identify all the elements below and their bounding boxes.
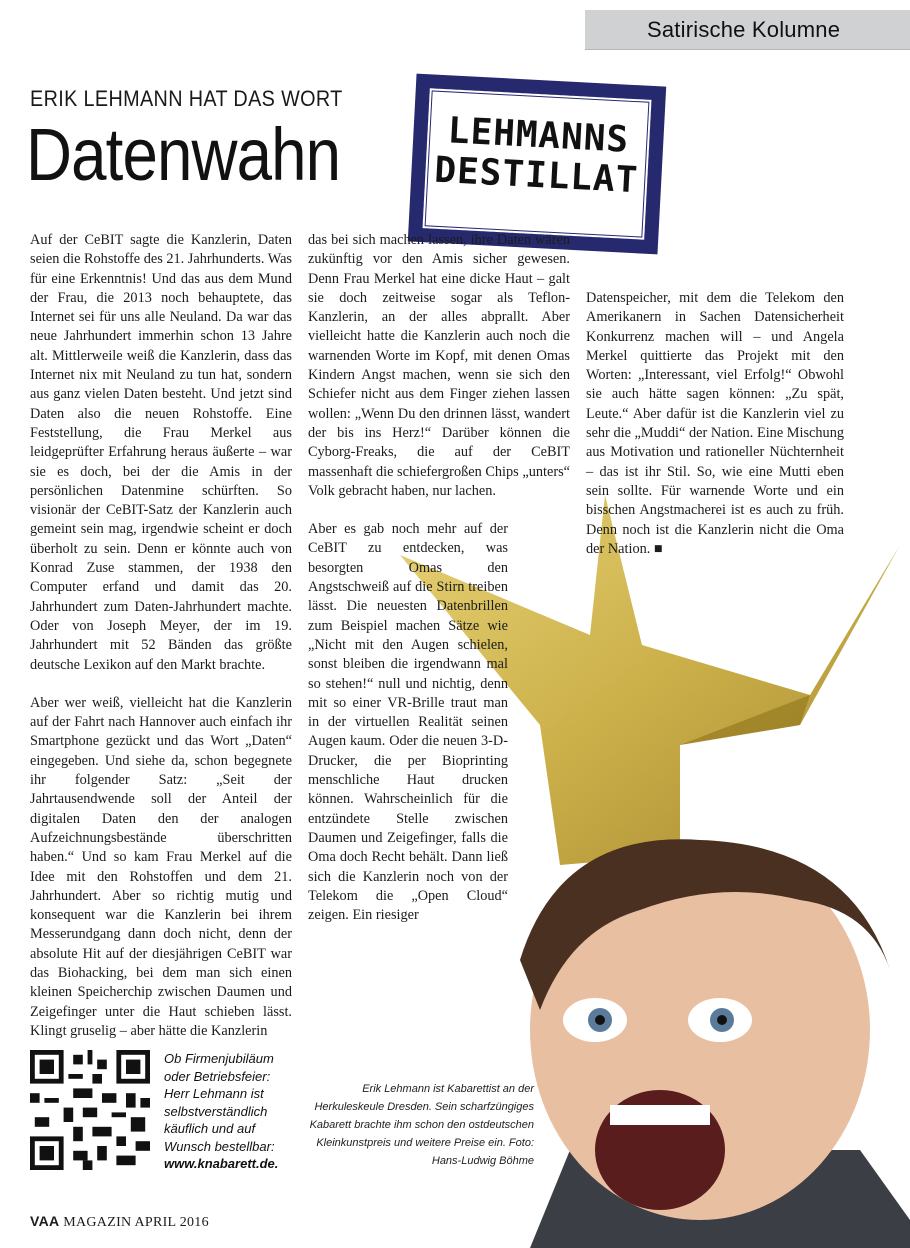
paragraph: Aber wer weiß, vielleicht hat die Kanzlerin auf der Fahrt nach Hannover auch einfach ihr Smartphone gezückt und das Wort „Daten“ eingegeben. Und siehe da, schon begegnete ihr folgender Satz: „Seit der Jahrtausendwende soll der Anteil der digitalen Daten den der analogen Aufzeichnungsbestände überschritten haben.“ Und so kam Frau Merkel auf die Idee mit den Rohstoffen und dem 21. Jahrhundert. Aber so richtig mutig und konsequent war die Kanzlerin bei ihrem Messerundgang dann doch nicht, denn der absolute Hit auf der diesjährigen CeBIT war das Biohacking, bei dem man sich einen kleinen Speicherchip zwischen Daumen und Zeigefinger unter die Haut schieben lässt. Klingt gruselig – aber hätte die Kanzlerin [30,694,292,1039]
column-stamp [408,74,666,255]
footer-issue: MAGAZIN APRIL 2016 [63,1215,209,1230]
promo-line: käuflich und auf [164,1121,256,1136]
headline: Datenwahn [26,113,341,196]
promo-line: Ob Firmenjubiläum [164,1051,274,1066]
paragraph: Datenspeicher, mit dem die Telekom den Amerikanern in Sachen Datensicherheit Konkurrenz machen will – und Angela Merkel quittierte das Projekt mit den Worten: „Interessant, viel Erfolg!“ Obwohl sie auch hätte sagen können: „Zu spät, Leute.“ Aber dafür ist die Kanzlerin viel zu sehr die „Muddi“ der Nation. Eine Mischung aus Motivation und rationeller Nüchternheit – das ist ihr Stil. So, wie eine Mutti eben sein sollte. Für warnende Worte und ein bisschen Angstmacherei ist es auch zu früh. Denn noch ist die Kanzlerin nicht die Oma der Nation. ■ [586,290,844,557]
kicker: ERIK LEHMANN HAT DAS WORT [30,86,343,111]
promo-line: oder Betriebsfeier: [164,1068,271,1084]
text-column-2 [308,231,570,944]
stamp-line-2: DESTILLAT [433,149,640,202]
qr-code-icon[interactable] [30,1050,150,1170]
promo-text [164,1050,294,1173]
photo-caption: Erik Lehmann ist Kabarettist an der Herkuleskeule Dresden. Sein scharfzüngiges Kabarett brachte ihm schon den ostdeutschen Kleinkunstpreis und weitere Preise ein. Foto: Hans-Ludwig Böhme [309,1083,534,1167]
section-label: Satirische Kolumne [585,10,910,50]
paragraph: Auf der CeBIT sagte die Kanzlerin, Daten seien die Rohstoffe des 21. Jahrhunderts. Was für eine Erkenntnis! Und das aus dem Mund der Frau, die 2013 noch behauptete, das Internet sei für uns alle Neuland. Da war das neue Jahrhundert immerhin schon 13 Jahre alt. Mittlerweile weiß die Kanzlerin, dass das Internet nix mit Neuland zu tun hat, sondern aus ganz vielen Daten besteht. Und jetzt sind Daten also die neuen Rohstoffe. Eine Feststellung, die Frau Merkel aus leidgeprüfter Erfahrung heraus äußerte – war sie es doch, bei der die Amis in der persönlichen Datenmine schürften. So visionär der CeBIT-Satz der Kanzlerin auch gemeint sein mag, irgendwie scheint er doch überholt zu sein. Denn er könnte auch von Konrad Zuse stammen, der 1938 den Computer erfand und damit das 20. Jahrhundert zum Daten-Jahrhundert machte. Oder von Joseph Meyer, der im 19. Jahrhundert mit 52 Bänden das größte deutsche Lexikon auf den Markt brachte. [30,232,292,673]
promo-line: selbstverständlich [164,1103,268,1119]
text-column-1 [30,231,292,1060]
stamp-line-1: LEHMANNS [446,110,631,161]
footer-brand: VAA [30,1213,60,1229]
paragraph: das bei sich machen lassen, ihre Daten wären zukünftig vor den Amis sicher gewesen. Denn Frau Merkel hat eine dicke Haut – galt sie doch zeitweise sogar als Teflon-Kanzlerin, an der alles abprallt. Aber vielleicht hatte die Kanzlerin auch noch die warnenden Worte im Kopf, mit denen Omas Kindern Angst machen, wenn sie sich den Schiefer nicht aus dem Finger ziehen lassen wollen: „Wenn Du den drinnen lässt, wandert der bis ins Herz!“ Darüber können die Cyborg-Freaks, die auf der CeBIT massenhaft die schiefergroßen Chips „unters“ Volk gebracht haben, nur lachen. [308,232,570,499]
page-footer [30,1213,209,1231]
text-column-3 [586,289,844,578]
promo-line: Wunsch bestellbar: [164,1138,275,1154]
promo-line: Herr Lehmann ist [164,1086,264,1101]
promo-link[interactable]: www.knabarett.de. [164,1156,279,1171]
paragraph: Aber es gab noch mehr auf der CeBIT zu entdecken, was besorgten Omas den Angstschweiß auf die Stirn treiben lässt. Die neuesten Datenbrillen zum Beispiel machen Sätze wie „Nicht mit den Augen schielen, sonst bleiben die irgendwann mal so stehen!“ null und nichtig, denn mit so einer VR-Brille traut man in der virtuellen Realität seinen Augen kaum. Oder die neuen 3-D-Drucker, die per Bioprinting menschliche Haut drucken können. Wahrscheinlich für die entzündete Stelle zwischen Daumen und Zeigefinger, falls die Oma doch Recht behält. Dann ließ sich die Kanzlerin noch von der Telekom die „Open Cloud“ zeigen. Ein riesiger [308,521,508,924]
